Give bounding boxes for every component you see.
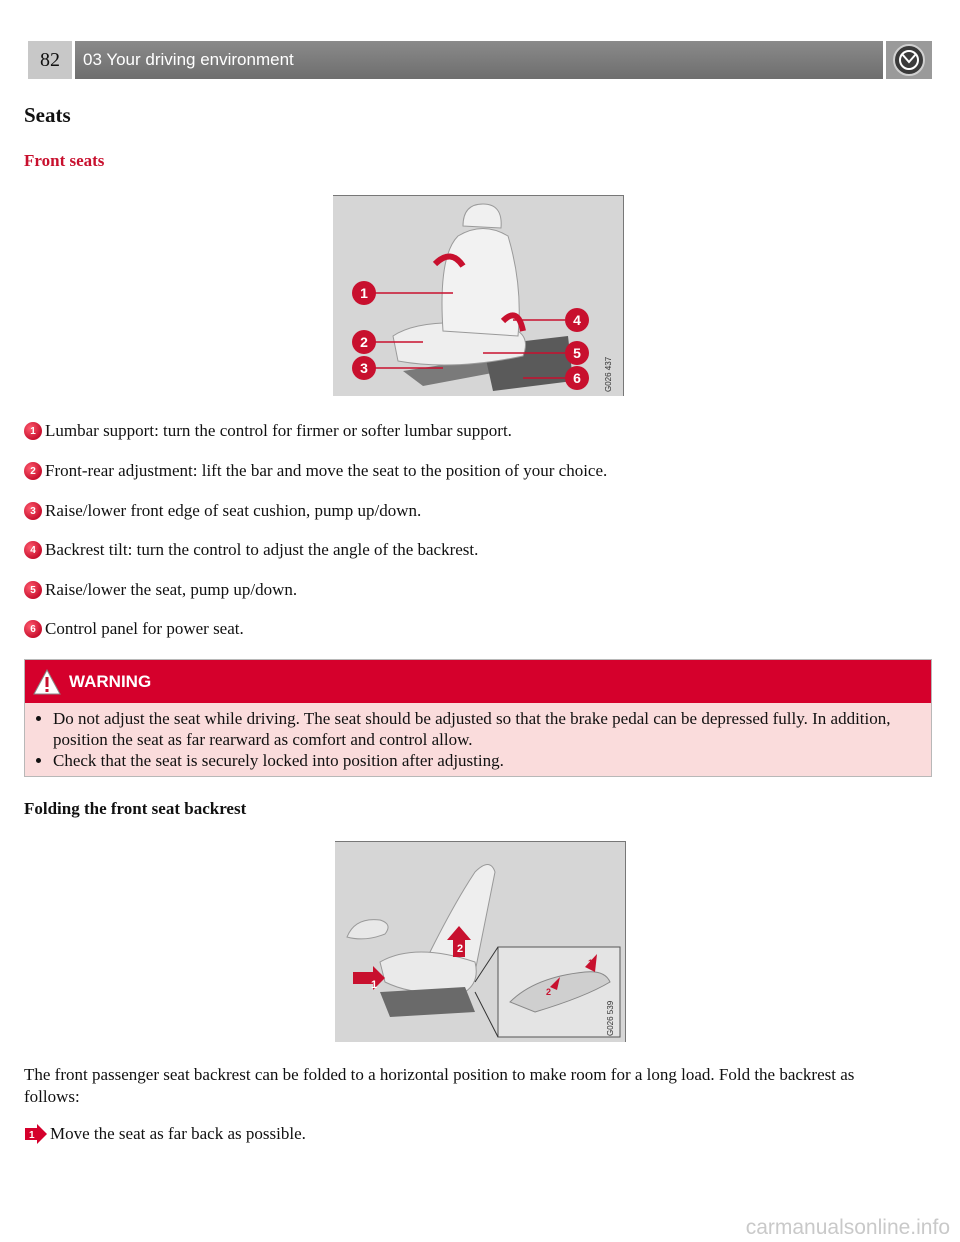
fig2-label-inset-1: 1	[588, 958, 594, 968]
figure-code: G026 539	[606, 1000, 615, 1036]
item-text: Control panel for power seat.	[45, 619, 244, 638]
callout-1: 1	[360, 285, 368, 301]
item-text: Front-rear adjustment: lift the bar and move the seat to the position of your choice.	[45, 461, 608, 480]
page-title: Seats	[24, 103, 71, 127]
volvo-logo-icon	[892, 43, 926, 77]
page-header	[28, 41, 932, 79]
number-badge-icon: 3	[24, 502, 42, 520]
step-text: Move the seat as far back as possible.	[50, 1124, 306, 1143]
callout-5: 5	[573, 345, 581, 361]
warning-header	[25, 660, 931, 703]
step-item	[24, 1124, 306, 1144]
chapter-title: 03 Your driving environment	[75, 41, 883, 79]
brand-logo	[886, 41, 932, 79]
warning-body	[25, 703, 931, 771]
fig2-label-2: 2	[457, 943, 464, 955]
list-item	[24, 619, 244, 639]
callout-6: 6	[573, 370, 581, 386]
list-item	[24, 501, 421, 521]
step-number: 1	[29, 1130, 35, 1141]
number-badge-icon: 5	[24, 581, 42, 599]
warning-box	[24, 659, 932, 777]
fig2-label-inset-2: 2	[546, 987, 552, 997]
number-badge-icon: 1	[24, 422, 42, 440]
page-number: 82	[28, 41, 72, 79]
number-badge-icon: 6	[24, 620, 42, 638]
fold-heading: Folding the front seat backrest	[24, 799, 247, 818]
front-seat-figure	[333, 195, 624, 396]
list-item	[24, 461, 607, 481]
fold-paragraph: The front passenger seat backrest can be folded to a horizontal position to make room for a long load. Fold the backrest as follows:	[24, 1065, 855, 1106]
item-text: Raise/lower the seat, pump up/down.	[45, 580, 298, 599]
item-text: Raise/lower front edge of seat cushion, pump up/down.	[45, 501, 422, 520]
fig2-label-1: 1	[371, 979, 378, 991]
section-title: Front seats	[24, 151, 105, 170]
callout-3: 3	[360, 360, 368, 376]
list-item	[24, 580, 297, 600]
warning-bullet: • Check that the seat is securely locked into position after adjusting.	[53, 750, 923, 771]
list-item	[24, 540, 478, 560]
list-item	[24, 421, 512, 441]
number-badge-icon: 4	[24, 541, 42, 559]
callout-2: 2	[360, 334, 368, 350]
warning-title: WARNING	[69, 671, 152, 691]
number-badge-icon: 2	[24, 462, 42, 480]
step-arrow-icon	[24, 1124, 48, 1144]
figure-code: G026 437	[604, 356, 613, 392]
item-text: Lumbar support: turn the control for firmer or softer lumbar support.	[45, 421, 512, 440]
fold-backrest-figure	[335, 841, 626, 1042]
warning-triangle-icon	[25, 668, 69, 696]
callout-4: 4	[573, 312, 581, 328]
item-text: Backrest tilt: turn the control to adjust the angle of the backrest.	[45, 540, 479, 559]
footer-watermark: carmanualsonline.info	[745, 1216, 950, 1239]
warning-bullet: • Do not adjust the seat while driving. The seat should be adjusted so that the brake pedal can be depressed fully. In addition, position the seat as far rearward as comfort and control allow.	[53, 708, 923, 750]
